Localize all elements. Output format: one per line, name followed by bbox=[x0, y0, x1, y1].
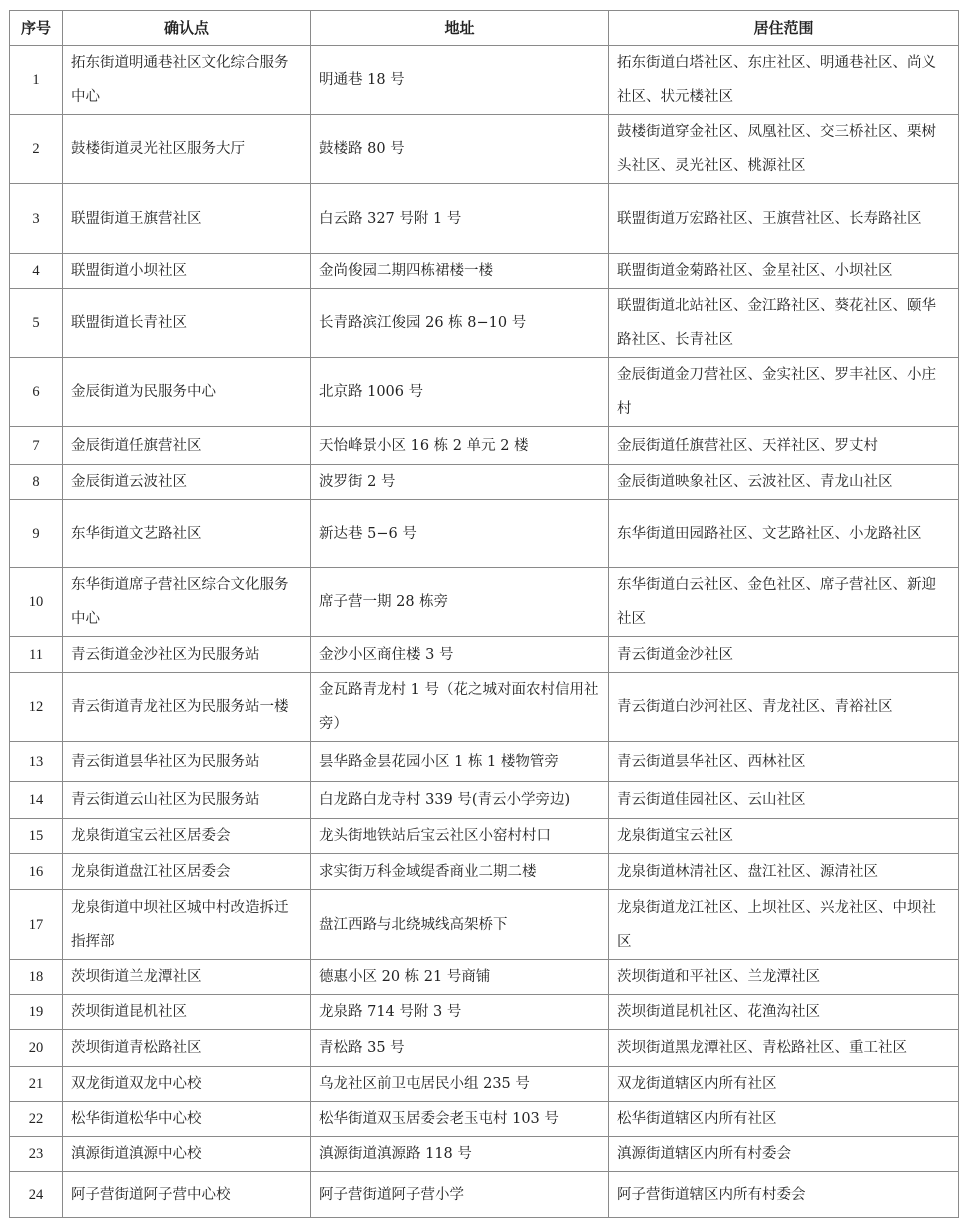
row-number: 17 bbox=[10, 890, 63, 960]
confirmation-point-cell: 联盟街道小坝社区 bbox=[63, 254, 311, 289]
confirmation-point-cell: 青云街道青龙社区为民服务站一楼 bbox=[63, 673, 311, 742]
row-number: 9 bbox=[10, 500, 63, 568]
residence-scope-cell: 茨坝街道黑龙潭社区、青松路社区、重工社区 bbox=[609, 1030, 959, 1067]
row-number: 20 bbox=[10, 1030, 63, 1067]
confirmation-points-table bbox=[9, 10, 959, 1218]
confirmation-point-cell: 东华街道文艺路社区 bbox=[63, 500, 311, 568]
address-cell: 昙华路金昙花园小区 1 栋 1 楼物管旁 bbox=[311, 742, 609, 782]
confirmation-point-cell: 滇源街道滇源中心校 bbox=[63, 1137, 311, 1172]
residence-scope-cell: 联盟街道万宏路社区、王旗营社区、长寿路社区 bbox=[609, 184, 959, 254]
address-cell: 明通巷 18 号 bbox=[311, 46, 609, 115]
confirmation-point-cell: 青云街道昙华社区为民服务站 bbox=[63, 742, 311, 782]
row-number: 11 bbox=[10, 637, 63, 673]
table-row bbox=[10, 890, 959, 960]
residence-scope-cell: 龙泉街道林清社区、盘江社区、源清社区 bbox=[609, 854, 959, 890]
address-cell: 阿子营街道阿子营小学 bbox=[311, 1172, 609, 1218]
confirmation-point-cell: 阿子营街道阿子营中心校 bbox=[63, 1172, 311, 1218]
address-cell: 盘江西路与北绕城线高架桥下 bbox=[311, 890, 609, 960]
confirmation-point-cell: 龙泉街道盘江社区居委会 bbox=[63, 854, 311, 890]
residence-scope-cell: 双龙街道辖区内所有社区 bbox=[609, 1067, 959, 1102]
confirmation-point-cell: 金辰街道任旗营社区 bbox=[63, 427, 311, 465]
table-row bbox=[10, 568, 959, 637]
table-row bbox=[10, 465, 959, 500]
table-row bbox=[10, 819, 959, 854]
table-row bbox=[10, 673, 959, 742]
address-cell: 新达巷 5−6 号 bbox=[311, 500, 609, 568]
confirmation-point-cell: 松华街道松华中心校 bbox=[63, 1102, 311, 1137]
address-cell: 滇源街道滇源路 118 号 bbox=[311, 1137, 609, 1172]
residence-scope-cell: 金辰街道映象社区、云波社区、青龙山社区 bbox=[609, 465, 959, 500]
table-row bbox=[10, 46, 959, 115]
residence-scope-cell: 茨坝街道和平社区、兰龙潭社区 bbox=[609, 960, 959, 995]
header-address: 地址 bbox=[311, 11, 609, 46]
address-cell: 松华街道双玉居委会老玉屯村 103 号 bbox=[311, 1102, 609, 1137]
address-cell: 乌龙社区前卫屯居民小组 235 号 bbox=[311, 1067, 609, 1102]
table-row bbox=[10, 854, 959, 890]
confirmation-point-cell: 茨坝街道兰龙潭社区 bbox=[63, 960, 311, 995]
address-cell: 席子营一期 28 栋旁 bbox=[311, 568, 609, 637]
residence-scope-cell: 东华街道白云社区、金色社区、席子营社区、新迎社区 bbox=[609, 568, 959, 637]
row-number: 2 bbox=[10, 115, 63, 184]
table-body bbox=[10, 46, 959, 1218]
table-row bbox=[10, 254, 959, 289]
confirmation-point-cell: 联盟街道王旗营社区 bbox=[63, 184, 311, 254]
header-confirmation-point: 确认点 bbox=[63, 11, 311, 46]
confirmation-point-cell: 金辰街道云波社区 bbox=[63, 465, 311, 500]
confirmation-point-cell: 茨坝街道昆机社区 bbox=[63, 995, 311, 1030]
header-number: 序号 bbox=[10, 11, 63, 46]
row-number: 12 bbox=[10, 673, 63, 742]
row-number: 14 bbox=[10, 782, 63, 819]
residence-scope-cell: 青云街道金沙社区 bbox=[609, 637, 959, 673]
residence-scope-cell: 松华街道辖区内所有社区 bbox=[609, 1102, 959, 1137]
address-cell: 鼓楼路 80 号 bbox=[311, 115, 609, 184]
residence-scope-cell: 金辰街道金刀营社区、金实社区、罗丰社区、小庄村 bbox=[609, 358, 959, 427]
address-cell: 天怡峰景小区 16 栋 2 单元 2 楼 bbox=[311, 427, 609, 465]
residence-scope-cell: 拓东街道白塔社区、东庄社区、明通巷社区、尚义社区、状元楼社区 bbox=[609, 46, 959, 115]
row-number: 6 bbox=[10, 358, 63, 427]
table-row bbox=[10, 289, 959, 358]
address-cell: 龙头街地铁站后宝云社区小窑村村口 bbox=[311, 819, 609, 854]
table-row bbox=[10, 1067, 959, 1102]
confirmation-point-cell: 青云街道云山社区为民服务站 bbox=[63, 782, 311, 819]
address-cell: 金尚俊园二期四栋裙楼一楼 bbox=[311, 254, 609, 289]
confirmation-point-cell: 龙泉街道中坝社区城中村改造拆迁指挥部 bbox=[63, 890, 311, 960]
confirmation-point-cell: 茨坝街道青松路社区 bbox=[63, 1030, 311, 1067]
row-number: 5 bbox=[10, 289, 63, 358]
confirmation-point-cell: 双龙街道双龙中心校 bbox=[63, 1067, 311, 1102]
row-number: 10 bbox=[10, 568, 63, 637]
residence-scope-cell: 阿子营街道辖区内所有村委会 bbox=[609, 1172, 959, 1218]
table-row bbox=[10, 115, 959, 184]
table-row bbox=[10, 742, 959, 782]
table-header-row bbox=[10, 11, 959, 46]
table-row bbox=[10, 995, 959, 1030]
residence-scope-cell: 鼓楼街道穿金社区、凤凰社区、交三桥社区、栗树头社区、灵光社区、桃源社区 bbox=[609, 115, 959, 184]
table-row bbox=[10, 184, 959, 254]
residence-scope-cell: 龙泉街道宝云社区 bbox=[609, 819, 959, 854]
confirmation-point-cell: 拓东街道明通巷社区文化综合服务中心 bbox=[63, 46, 311, 115]
row-number: 8 bbox=[10, 465, 63, 500]
table-row bbox=[10, 637, 959, 673]
residence-scope-cell: 东华街道田园路社区、文艺路社区、小龙路社区 bbox=[609, 500, 959, 568]
address-cell: 波罗街 2 号 bbox=[311, 465, 609, 500]
address-cell: 德惠小区 20 栋 21 号商铺 bbox=[311, 960, 609, 995]
table-row bbox=[10, 1030, 959, 1067]
residence-scope-cell: 茨坝街道昆机社区、花渔沟社区 bbox=[609, 995, 959, 1030]
row-number: 16 bbox=[10, 854, 63, 890]
row-number: 22 bbox=[10, 1102, 63, 1137]
residence-scope-cell: 金辰街道任旗营社区、天祥社区、罗丈村 bbox=[609, 427, 959, 465]
confirmation-point-cell: 东华街道席子营社区综合文化服务中心 bbox=[63, 568, 311, 637]
residence-scope-cell: 青云街道白沙河社区、青龙社区、青裕社区 bbox=[609, 673, 959, 742]
address-cell: 求实街万科金域缇香商业二期二楼 bbox=[311, 854, 609, 890]
row-number: 18 bbox=[10, 960, 63, 995]
header-residence-scope: 居住范围 bbox=[609, 11, 959, 46]
table-row bbox=[10, 1102, 959, 1137]
address-cell: 白龙路白龙寺村 339 号(青云小学旁边) bbox=[311, 782, 609, 819]
confirmation-point-cell: 青云街道金沙社区为民服务站 bbox=[63, 637, 311, 673]
address-cell: 白云路 327 号附 1 号 bbox=[311, 184, 609, 254]
row-number: 3 bbox=[10, 184, 63, 254]
residence-scope-cell: 青云街道昙华社区、西林社区 bbox=[609, 742, 959, 782]
table-row bbox=[10, 1172, 959, 1218]
table-row bbox=[10, 782, 959, 819]
residence-scope-cell: 青云街道佳园社区、云山社区 bbox=[609, 782, 959, 819]
row-number: 4 bbox=[10, 254, 63, 289]
row-number: 19 bbox=[10, 995, 63, 1030]
table-row bbox=[10, 960, 959, 995]
address-cell: 青松路 35 号 bbox=[311, 1030, 609, 1067]
table-row bbox=[10, 1137, 959, 1172]
row-number: 1 bbox=[10, 46, 63, 115]
table-row bbox=[10, 358, 959, 427]
address-cell: 北京路 1006 号 bbox=[311, 358, 609, 427]
row-number: 21 bbox=[10, 1067, 63, 1102]
confirmation-point-cell: 金辰街道为民服务中心 bbox=[63, 358, 311, 427]
confirmation-point-cell: 联盟街道长青社区 bbox=[63, 289, 311, 358]
row-number: 24 bbox=[10, 1172, 63, 1218]
address-cell: 金沙小区商住楼 3 号 bbox=[311, 637, 609, 673]
residence-scope-cell: 联盟街道北站社区、金江路社区、葵花社区、颐华路社区、长青社区 bbox=[609, 289, 959, 358]
table-row bbox=[10, 427, 959, 465]
row-number: 23 bbox=[10, 1137, 63, 1172]
address-cell: 长青路滨江俊园 26 栋 8−10 号 bbox=[311, 289, 609, 358]
row-number: 7 bbox=[10, 427, 63, 465]
address-cell: 金瓦路青龙村 1 号（花之城对面农村信用社旁） bbox=[311, 673, 609, 742]
residence-scope-cell: 滇源街道辖区内所有村委会 bbox=[609, 1137, 959, 1172]
confirmation-point-cell: 龙泉街道宝云社区居委会 bbox=[63, 819, 311, 854]
row-number: 13 bbox=[10, 742, 63, 782]
confirmation-point-cell: 鼓楼街道灵光社区服务大厅 bbox=[63, 115, 311, 184]
address-cell: 龙泉路 714 号附 3 号 bbox=[311, 995, 609, 1030]
residence-scope-cell: 龙泉街道龙江社区、上坝社区、兴龙社区、中坝社区 bbox=[609, 890, 959, 960]
row-number: 15 bbox=[10, 819, 63, 854]
residence-scope-cell: 联盟街道金菊路社区、金星社区、小坝社区 bbox=[609, 254, 959, 289]
table-row bbox=[10, 500, 959, 568]
